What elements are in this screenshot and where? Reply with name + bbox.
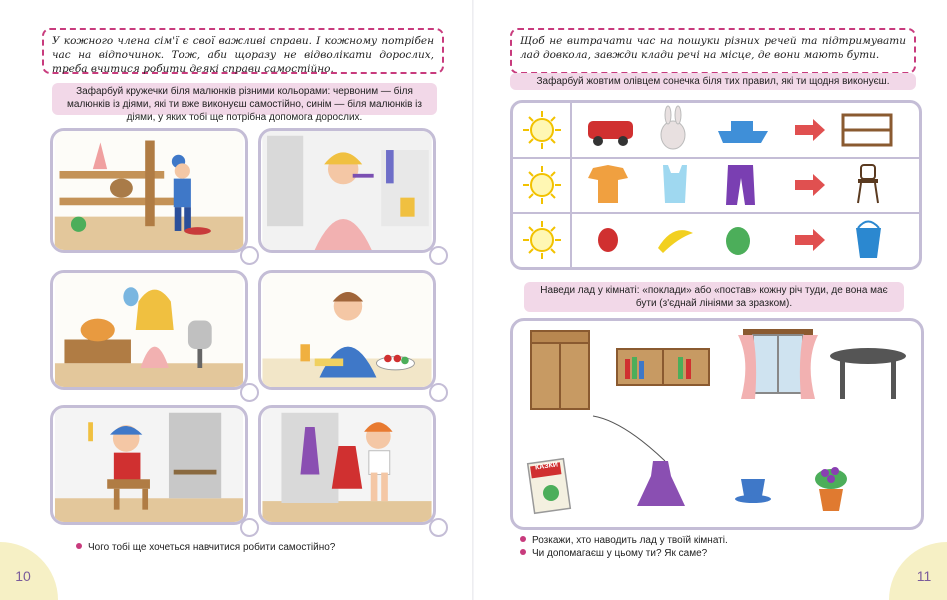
page-number-left	[0, 542, 58, 600]
picture-brush-teeth	[258, 128, 436, 253]
right-instruction-room-text: Наведи лад у кімнаті: «поклади» або «постав» кожну річ туди, де вона має бути (з'єднай лініями за зразком).	[540, 285, 888, 309]
picture-comb-hair	[50, 270, 248, 390]
picture-put-on-shoes	[50, 405, 248, 525]
picture-tidy-toys	[50, 128, 248, 253]
left-question	[76, 541, 456, 554]
right-page	[474, 0, 947, 600]
right-question-1-text: Розкажи, хто наводить лад у твоїй кімнаті.	[532, 535, 728, 546]
page-number-left-text: 10	[15, 568, 31, 584]
answer-circle-2[interactable]	[429, 246, 448, 265]
bullet-icon	[76, 543, 82, 549]
bullet-icon	[520, 549, 526, 555]
picture-make-breakfast	[258, 270, 436, 390]
right-intro-text: Щоб не витрачати час на пошуки різних речей та підтримувати лад довкола, завжди клади речі на місце, де вони мають бути.	[520, 35, 906, 61]
left-intro-box	[42, 28, 444, 74]
sun-icon	[523, 111, 561, 259]
left-instruction-text: Зафарбуй кружечки біля малюнків різними кольорами: червоним — біля малюнків із діями, які ти вже виконуєш самостійно, синім — біля малюнків із діями, у яких тобі ще потрібна допомога дорослих.	[67, 86, 422, 123]
left-instruction	[52, 83, 437, 123]
answer-circle-4[interactable]	[429, 383, 448, 402]
page-number-right-text: 11	[916, 568, 932, 584]
left-page	[0, 0, 473, 600]
answer-circle-5[interactable]	[240, 518, 259, 537]
right-question-1	[520, 534, 900, 547]
right-intro-box	[510, 28, 916, 74]
left-question-text: Чого тобі ще хочеться навчитися робити самостійно?	[88, 542, 336, 553]
answer-circle-6[interactable]	[429, 518, 448, 537]
right-question-2	[520, 547, 900, 560]
right-question-2-text: Чи допомагаєш у цьому ти? Як саме?	[532, 548, 708, 559]
right-instruction-room	[524, 282, 904, 312]
answer-circle-3[interactable]	[240, 383, 259, 402]
picture-choose-clothes	[258, 405, 436, 525]
right-instruction-suns	[510, 73, 916, 90]
answer-circle-1[interactable]	[240, 246, 259, 265]
rules-grid	[510, 100, 922, 270]
right-instruction-suns-text: Зафарбуй жовтим олівцем сонечка біля тих правил, які ти щодня виконуєш.	[536, 76, 890, 87]
book-label: КАЗКИ	[534, 461, 559, 472]
bullet-icon	[520, 536, 526, 542]
left-intro-text: У кожного члена сім'ї є свої важливі справи. І кожному потрібен час на відпочинок. Тож, аби щоразу не відволікати дорослих, треба вчитися робити деякі справи самостійно.	[52, 35, 434, 75]
room-matching	[510, 318, 924, 530]
